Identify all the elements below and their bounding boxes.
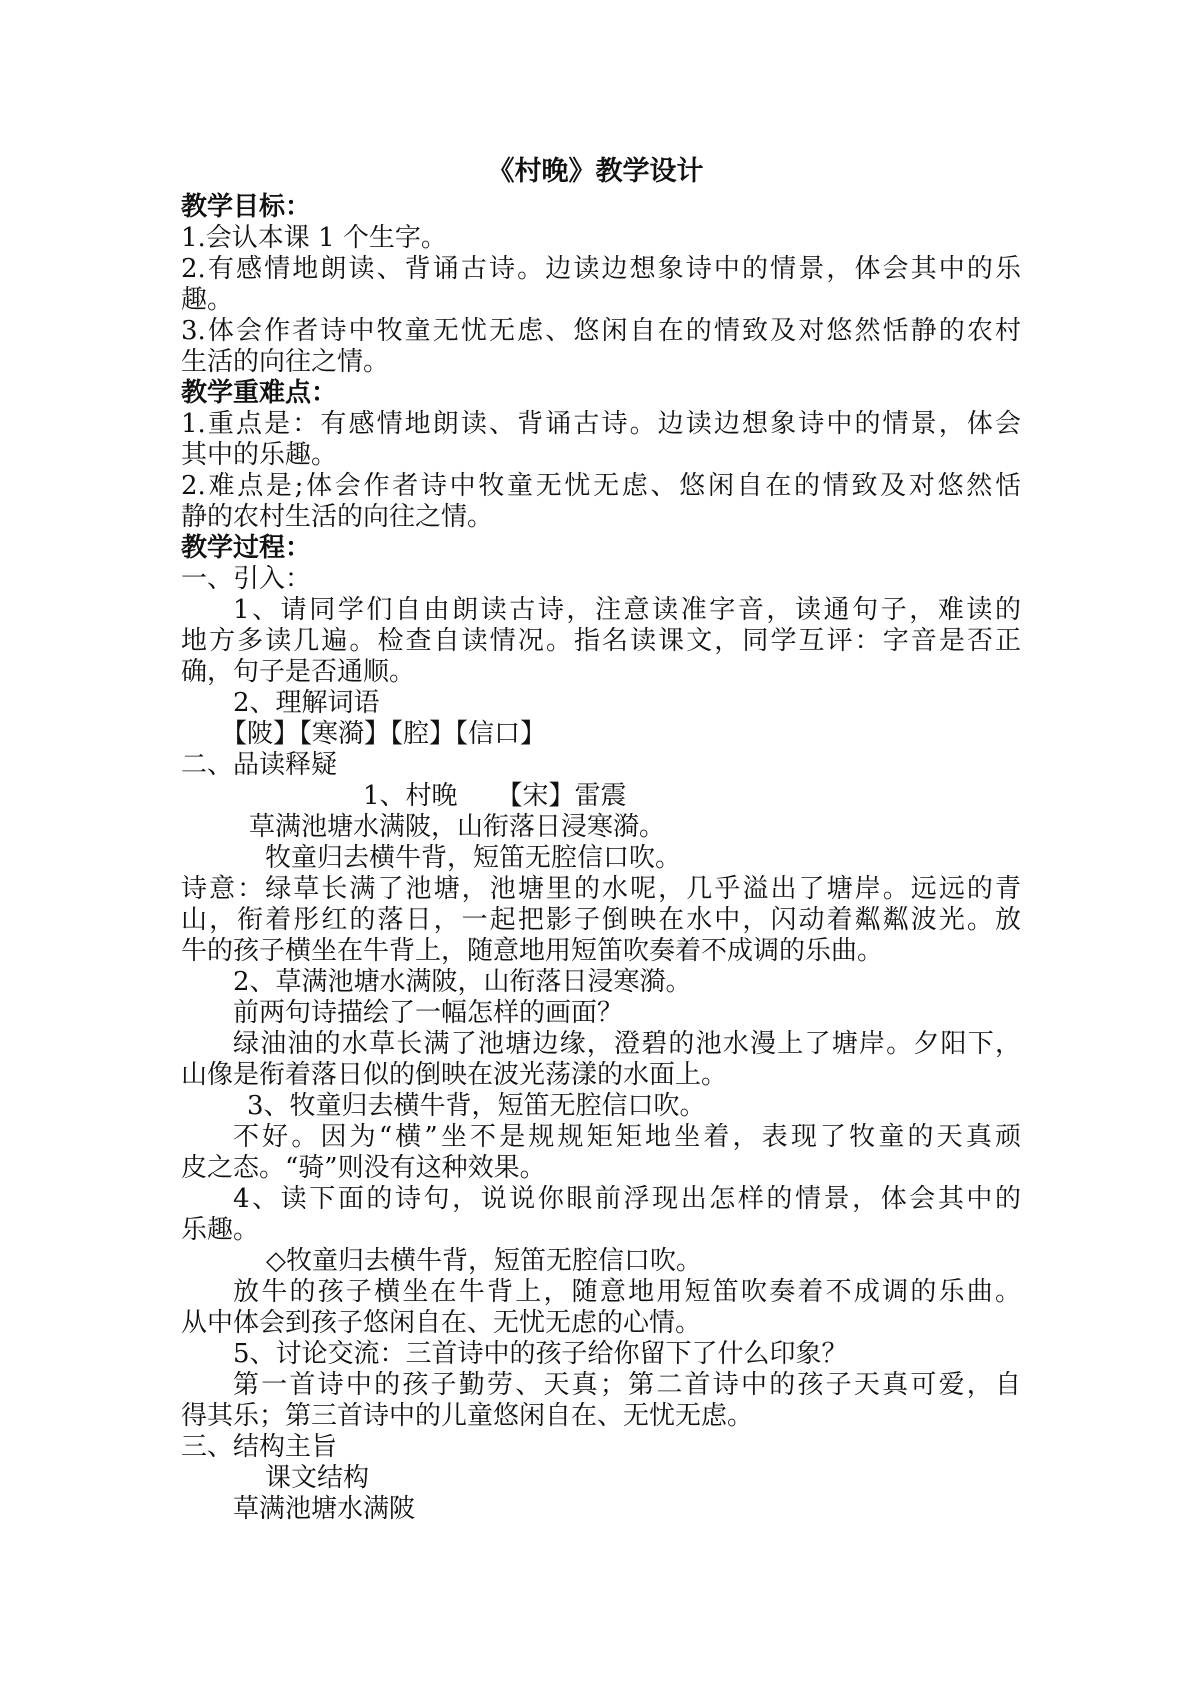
text-line: 牛的孩子横坐在牛背上，随意地用短笛吹奏着不成调的乐曲。	[181, 936, 884, 966]
text-line: 4、读下面的诗句，说说你眼前浮现出怎样的情景，体会其中的	[233, 1184, 1021, 1214]
text-line: ◇牧童归去横牛背，短笛无腔信口吹。	[266, 1246, 702, 1276]
document-body	[181, 192, 1021, 1525]
document-title: 《村晚》教学设计	[487, 156, 704, 187]
text-line: 一、引入：	[181, 564, 312, 594]
text-line: 二、品读释疑	[181, 750, 338, 780]
text-line: 【陂】【寒漪】【腔】【信口】	[221, 719, 547, 749]
text-line: 山像是衔着落日似的倒映在波光荡漾的水面上。	[181, 1060, 728, 1090]
text-line: 地方多读几遍。检查自读情况。指名读课文，同学互评：字音是否正	[181, 626, 1021, 656]
text-line: 前两句诗描绘了一幅怎样的画面？	[233, 998, 624, 1028]
text-line: 确，句子是否通顺。	[181, 657, 416, 687]
text-line: 从中体会到孩子悠闲自在、无忧无虑的心情。	[181, 1308, 702, 1338]
text-line: 乐趣。	[181, 1215, 260, 1245]
section-heading: 教学重难点：	[181, 378, 338, 408]
text-line: 草满池塘水满陂	[233, 1494, 416, 1524]
text-line: 第一首诗中的孩子勤劳、天真；第二首诗中的孩子天真可爱，自	[233, 1370, 1021, 1400]
text-line: 1.重点是：有感情地朗读、背诵古诗。边读边想象诗中的情景，体会	[181, 409, 1021, 439]
text-line: 诗意：绿草长满了池塘，池塘里的水呢，几乎溢出了塘岸。远远的青	[181, 874, 1021, 904]
text-line: 放牛的孩子横坐在牛背上，随意地用短笛吹奏着不成调的乐曲。	[233, 1277, 1021, 1307]
text-line: 三、结构主旨	[181, 1432, 338, 1462]
section-heading: 教学目标：	[181, 192, 312, 222]
text-line: 牧童归去横牛背，短笛无腔信口吹。	[265, 843, 682, 873]
text-line: 趣。	[181, 285, 234, 315]
text-line: 不好。因为“横”坐不是规规矩矩地坐着，表现了牧童的天真顽	[233, 1122, 1021, 1152]
section-heading: 教学过程：	[181, 533, 312, 563]
text-line: 其中的乐趣。	[181, 440, 338, 470]
text-line: 1.会认本课 1 个生字。	[181, 223, 447, 253]
text-line: 生活的向往之情。	[181, 347, 390, 377]
text-line: 2.难点是;体会作者诗中牧童无忧无虑、悠闲自在的情致及对悠然恬	[181, 471, 1021, 501]
text-line: 山，衔着彤红的落日，一起把影子倒映在水中，闪动着粼粼波光。放	[181, 905, 1021, 935]
text-line: 草满池塘水满陂，山衔落日浸寒漪。	[249, 812, 666, 842]
text-line: 2、理解词语	[233, 688, 380, 718]
text-line: 1、村晚 【宋】雷震	[363, 781, 627, 811]
text-line: 皮之态。“骑”则没有这种效果。	[181, 1153, 546, 1183]
text-line: 静的农村生活的向往之情。	[181, 502, 494, 532]
text-line: 5、讨论交流：三首诗中的孩子给你留下了什么印象？	[233, 1339, 848, 1369]
text-line: 绿油油的水草长满了池塘边缘，澄碧的池水漫上了塘岸。夕阳下，	[233, 1029, 1021, 1059]
text-line: 得其乐；第三首诗中的儿童悠闲自在、无忧无虑。	[181, 1401, 754, 1431]
text-line: 1、请同学们自由朗读古诗，注意读准字音，读通句子，难读的	[233, 595, 1021, 625]
text-line: 3.体会作者诗中牧童无忧无虑、悠闲自在的情致及对悠然恬静的农村	[181, 316, 1021, 346]
text-line: 2、草满池塘水满陂，山衔落日浸寒漪。	[233, 967, 692, 997]
text-line: 2.有感情地朗读、背诵古诗。边读边想象诗中的情景，体会其中的乐	[181, 254, 1021, 284]
text-line: 3、牧童归去横牛背，短笛无腔信口吹。	[247, 1091, 706, 1121]
text-line: 课文结构	[265, 1463, 370, 1493]
